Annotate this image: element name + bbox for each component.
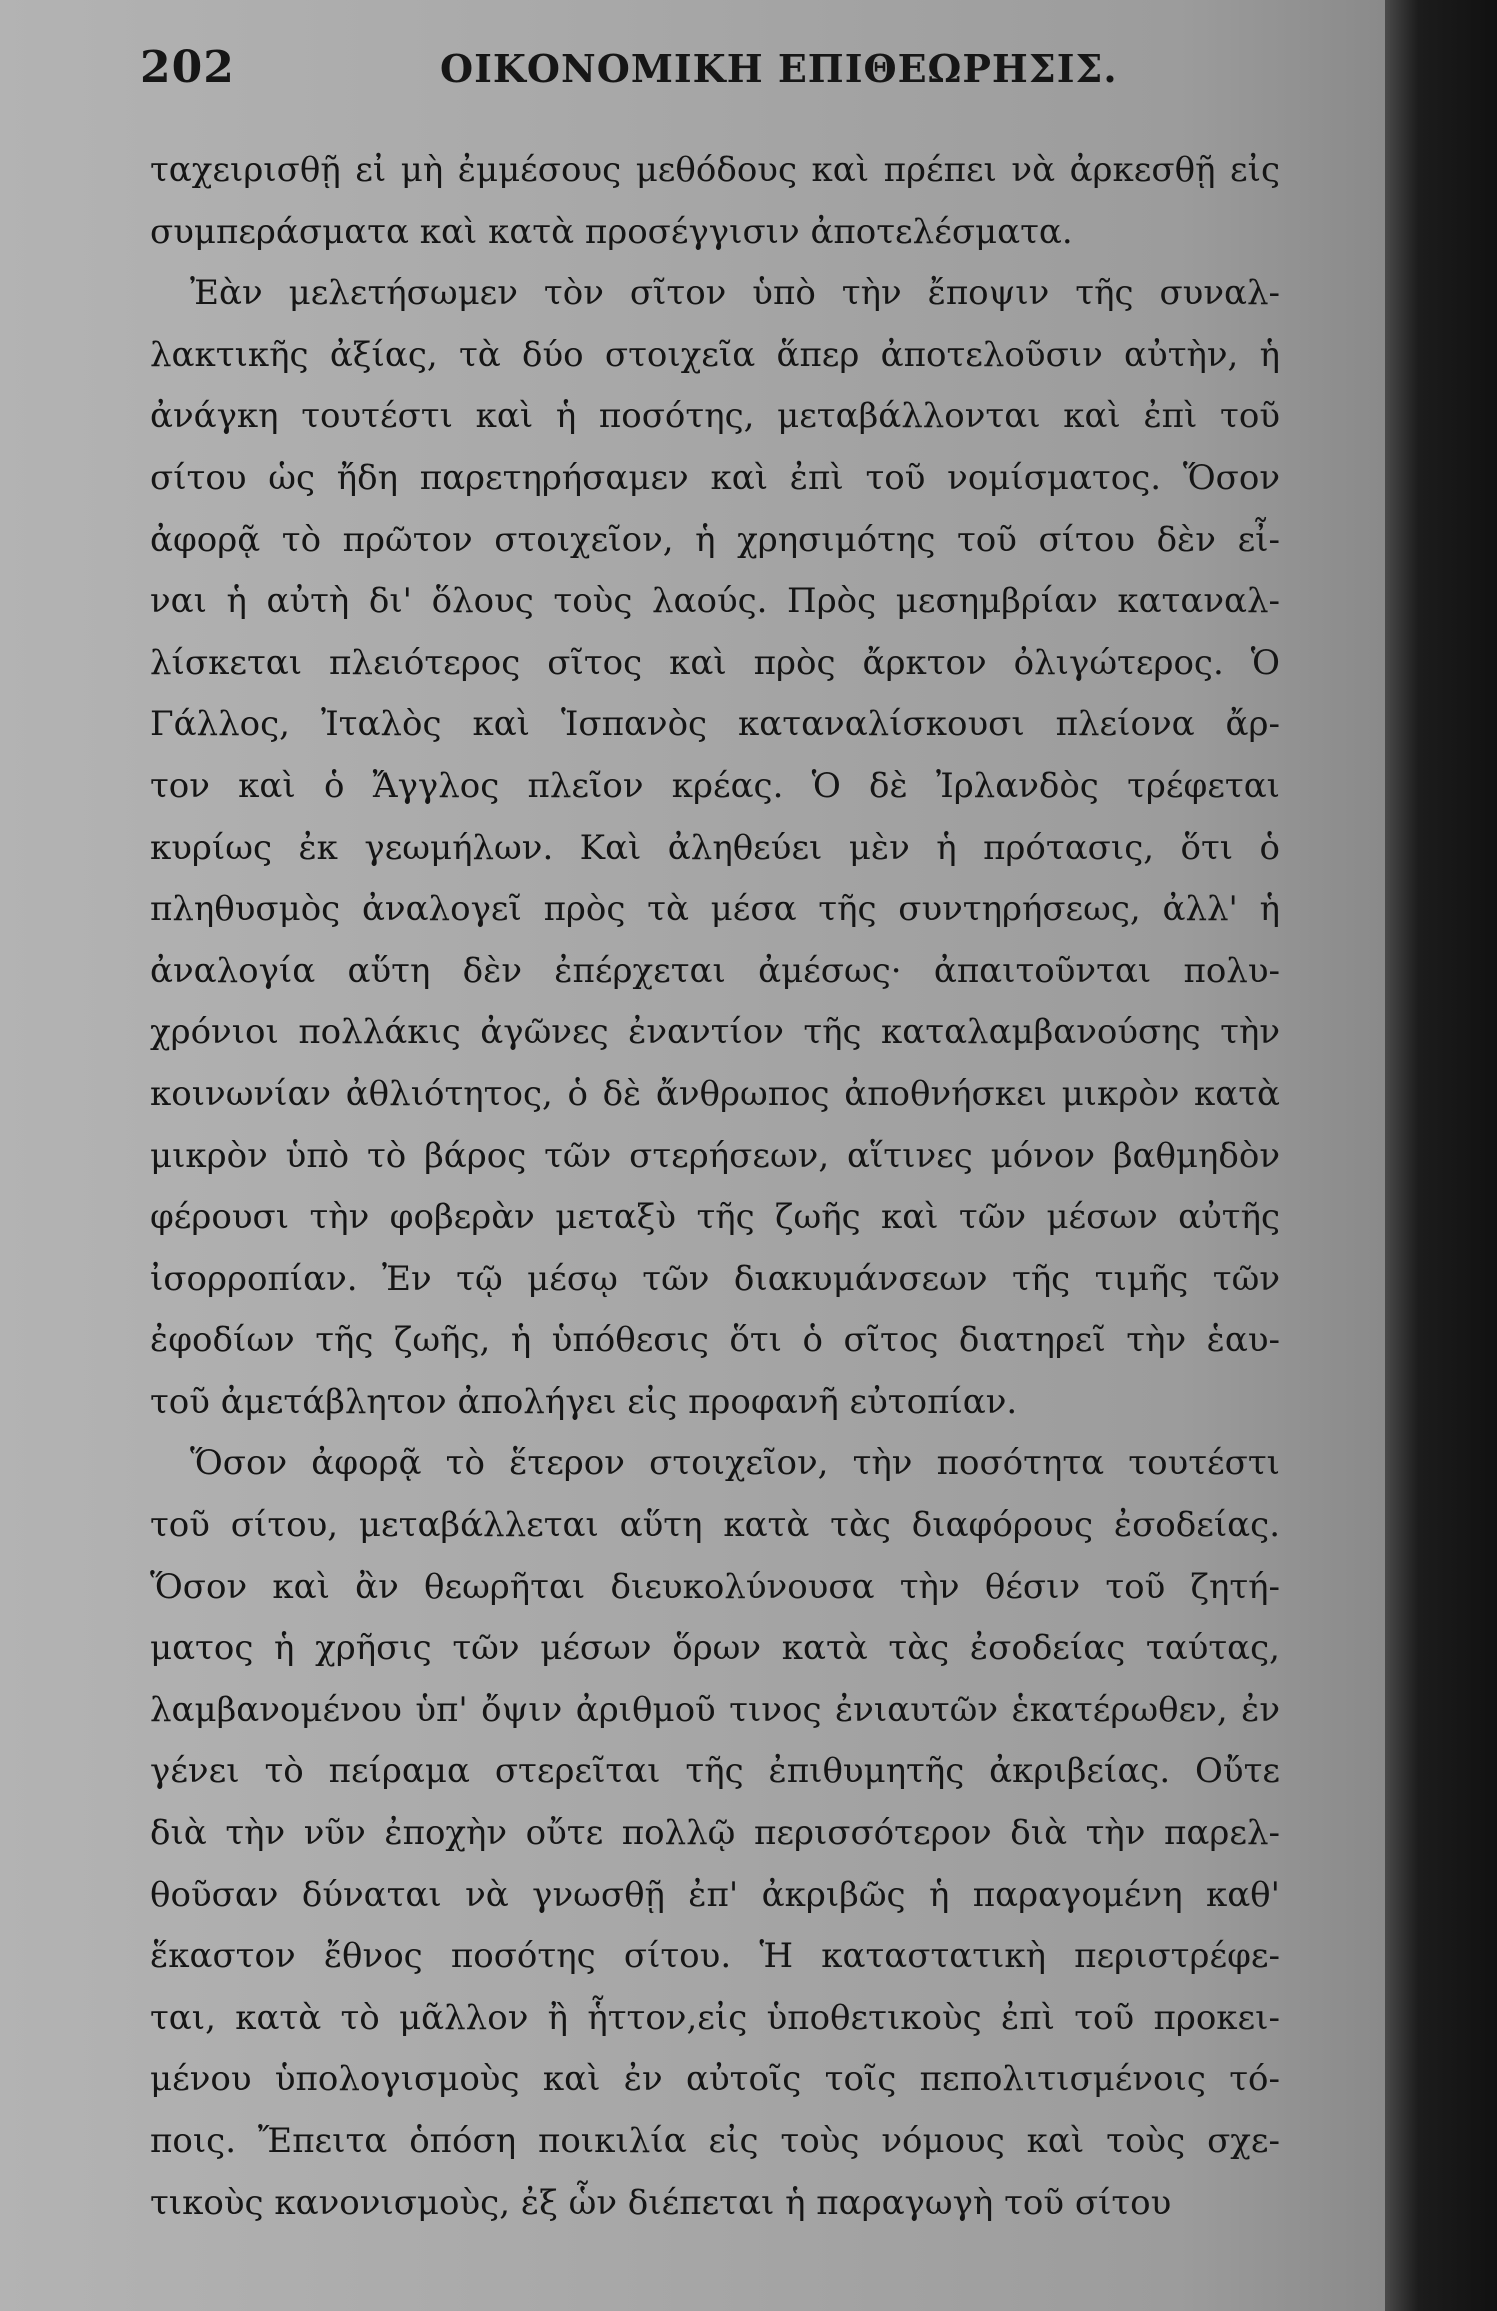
text-line: μένου ὑπολογισμοὺς καὶ ἐν αὐτοῖς τοῖς πεπολιτισμένοις τό- bbox=[150, 2059, 1280, 2100]
text-line: ἐφοδίων τῆς ζωῆς, ἡ ὑπόθεσις ὅτι ὁ σῖτος διατηρεῖ τὴν ἑαυ- bbox=[150, 1320, 1280, 1361]
text-line: ἕκαστον ἔθνος ποσότης σίτου. Ἡ καταστατικὴ περιστρέφε- bbox=[150, 1936, 1280, 1977]
text-line: ματος ἡ χρῆσις τῶν μέσων ὅρων κατὰ τὰς ἐσοδείας ταύτας, bbox=[150, 1628, 1280, 1669]
running-title: ΟΙΚΟΝΟΜΙΚΗ ΕΠΙΘΕΩΡΗΣΙΣ. bbox=[440, 46, 1118, 91]
text-line: συμπεράσματα καὶ κατὰ προσέγγισιν ἀποτελέσματα. bbox=[150, 211, 1073, 252]
text-line: τοῦ σίτου, μεταβάλλεται αὕτη κατὰ τὰς διαφόρους ἐσοδείας. bbox=[150, 1505, 1280, 1546]
text-line: πληθυσμὸς ἀναλογεῖ πρὸς τὰ μέσα τῆς συντηρήσεως, ἀλλ' ἡ bbox=[150, 889, 1280, 930]
text-line: φέρουσι τὴν φοβερὰν μεταξὺ τῆς ζωῆς καὶ τῶν μέσων αὐτῆς bbox=[150, 1197, 1280, 1238]
text-line: Γάλλος, Ἰταλὸς καὶ Ἱσπανὸς καταναλίσκουσι πλείονα ἄρ- bbox=[150, 704, 1280, 745]
text-line: Ἐὰν μελετήσωμεν τὸν σῖτον ὑπὸ τὴν ἔποψιν τῆς συναλ- bbox=[190, 273, 1280, 314]
text-line: λαμβανομένου ὑπ' ὄψιν ἀριθμοῦ τινος ἐνιαυτῶν ἑκατέρωθεν, ἐν bbox=[150, 1689, 1280, 1730]
text-line: ἀφορᾷ τὸ πρῶτον στοιχεῖον, ἡ χρησιμότης τοῦ σίτου δὲν εἶ- bbox=[150, 519, 1280, 560]
text-line: διὰ τὴν νῦν ἐποχὴν οὔτε πολλῷ περισσότερον διὰ τὴν παρελ- bbox=[150, 1813, 1280, 1854]
text-line: θοῦσαν δύναται νὰ γνωσθῇ ἐπ' ἀκριβῶς ἡ παραγομένη καθ' bbox=[150, 1874, 1280, 1915]
text-line: ται, κατὰ τὸ μᾶλλον ἢ ἧττον,εἰς ὑποθετικοὺς ἐπὶ τοῦ προκει- bbox=[150, 1997, 1280, 2038]
text-line: τον καὶ ὁ Ἄγγλος πλεῖον κρέας. Ὁ δὲ Ἰρλανδὸς τρέφεται bbox=[150, 765, 1280, 806]
text-line: τικοὺς κανονισμοὺς, ἐξ ὧν διέπεται ἡ παραγωγὴ τοῦ σίτου bbox=[150, 2182, 1172, 2223]
text-line: ἀναλογία αὕτη δὲν ἐπέρχεται ἀμέσως· ἀπαιτοῦνται πολυ- bbox=[150, 950, 1280, 991]
text-line: Ὅσον ἀφορᾷ τὸ ἕτερον στοιχεῖον, τὴν ποσότητα τουτέστι bbox=[190, 1443, 1280, 1484]
page-header bbox=[140, 42, 1290, 102]
text-line: γένει τὸ πείραμα στερεῖται τῆς ἐπιθυμητῆς ἀκριβείας. Οὔτε bbox=[150, 1751, 1280, 1792]
book-spine-shadow bbox=[1385, 0, 1497, 2311]
text-line: λίσκεται πλειότερος σῖτος καὶ πρὸς ἄρκτον ὀλιγώτερος. Ὁ bbox=[150, 642, 1280, 683]
text-line: ἰσορροπίαν. Ἐν τῷ μέσῳ τῶν διακυμάνσεων τῆς τιμῆς τῶν bbox=[150, 1258, 1280, 1299]
text-line: ναι ἡ αὐτὴ δι' ὅλους τοὺς λαούς. Πρὸς μεσημβρίαν καταναλ- bbox=[150, 581, 1280, 622]
text-line: Ὅσον καὶ ἂν θεωρῆται διευκολύνουσα τὴν θέσιν τοῦ ζητή- bbox=[150, 1566, 1280, 1607]
body-text bbox=[150, 140, 1280, 2234]
text-line: λακτικῆς ἀξίας, τὰ δύο στοιχεῖα ἅπερ ἀποτελοῦσιν αὐτὴν, ἡ bbox=[150, 334, 1280, 375]
text-line: χρόνιοι πολλάκις ἀγῶνες ἐναντίον τῆς καταλαμβανούσης τὴν bbox=[150, 1012, 1280, 1053]
page-number: 202 bbox=[140, 42, 235, 93]
text-line: ἀνάγκη τουτέστι καὶ ἡ ποσότης, μεταβάλλονται καὶ ἐπὶ τοῦ bbox=[150, 396, 1280, 437]
text-line: κυρίως ἐκ γεωμήλων. Καὶ ἀληθεύει μὲν ἡ πρότασις, ὅτι ὁ bbox=[150, 827, 1280, 868]
text-line: ποις. Ἔπειτα ὁπόση ποικιλία εἰς τοὺς νόμους καὶ τοὺς σχε- bbox=[150, 2121, 1280, 2161]
text-line: τοῦ ἀμετάβλητον ἀπολήγει εἰς προφανῆ εὐτοπίαν. bbox=[150, 1381, 1018, 1422]
text-line: μικρὸν ὑπὸ τὸ βάρος τῶν στερήσεων, αἵτινες μόνον βαθμηδὸν bbox=[150, 1135, 1280, 1176]
text-line: σίτου ὡς ἤδη παρετηρήσαμεν καὶ ἐπὶ τοῦ νομίσματος. Ὅσον bbox=[150, 457, 1280, 498]
text-line: κοινωνίαν ἀθλιότητος, ὁ δὲ ἄνθρωπος ἀποθνήσκει μικρὸν κατὰ bbox=[150, 1073, 1280, 1114]
text-line: ταχειρισθῇ εἰ μὴ ἐμμέσους μεθόδους καὶ πρέπει νὰ ἀρκεσθῇ εἰς bbox=[150, 150, 1280, 190]
